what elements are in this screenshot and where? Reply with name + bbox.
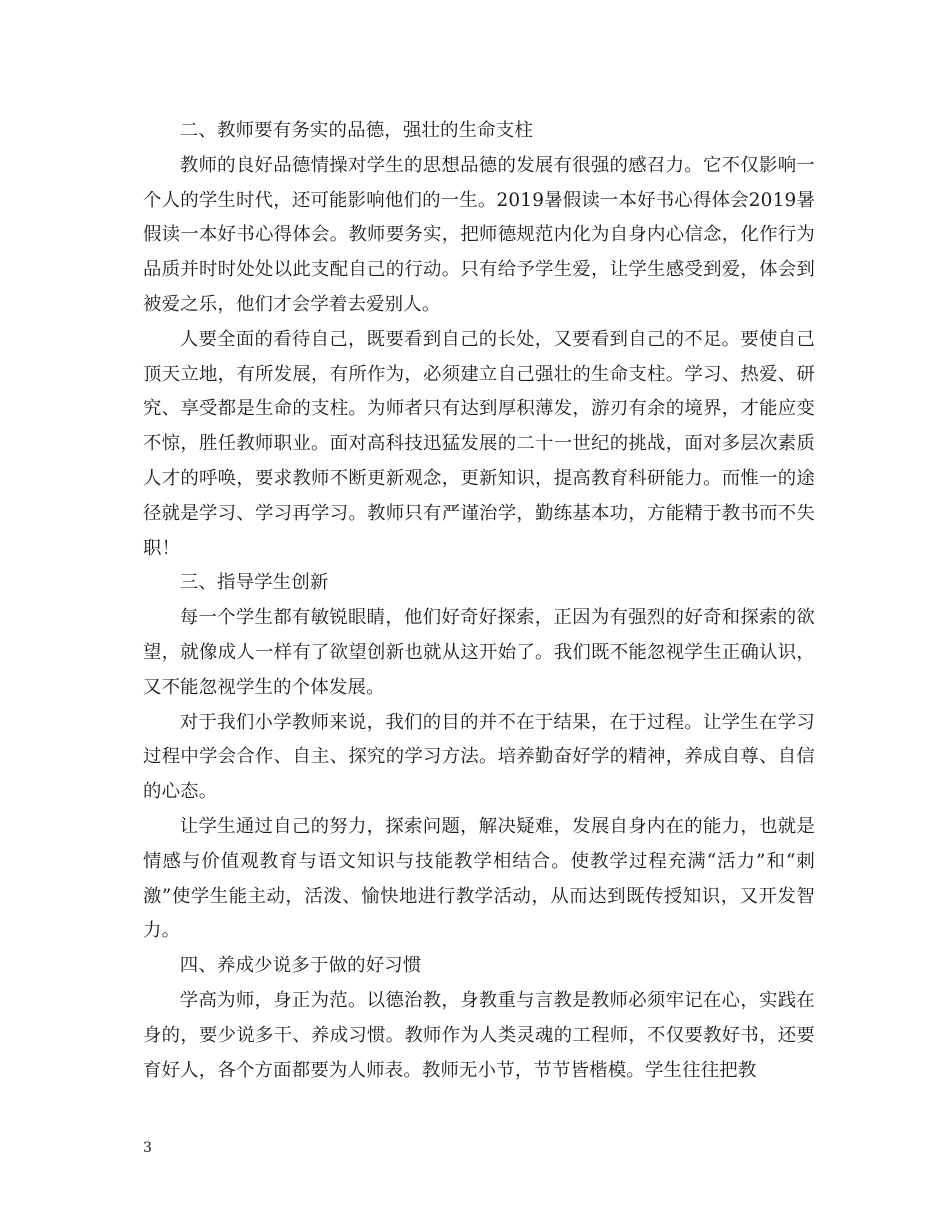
section-heading-3: 三、指导学生创新 [179, 572, 329, 594]
paragraph: 教师的良好品德情操对学生的思想品德的发展有很强的感召力。它不仅影响一个人的学生时代，还可能影响他们的一生。2019暑假读一本好书心得体会2019暑假读一本好书心得体会。教师要务实，把师德规范内化为自身内心信念，化作行为品质并时时处处以此支配自己的行动。只有给予学生爱，让学生感受到爱，体会到被爱之乐，他们才会学着去爱别人。 [143, 154, 815, 315]
paragraph: 让学生通过自己的努力，探索问题，解决疑难，发展自身内在的能力，也就是情感与价值观教育与语文知识与技能教学相结合。使教学过程充满“活力”和“刺激”使学生能主动，活泼、愉快地进行教学活动，从而达到既传授知识，又开发智力。 [143, 815, 815, 942]
paragraph: 学高为师，身正为范。以德治教，身教重与言教是教师必须牢记在心，实践在身的，要少说多干、养成习惯。教师作为人类灵魂的工程师，不仅要教好书，还要育好人，各个方面都要为人师表。教师无小节，节节皆楷模。学生往往把教 [143, 989, 815, 1081]
section-heading-4: 四、养成少说多于做的好习惯 [179, 955, 422, 977]
paragraph: 每一个学生都有敏锐眼睛，他们好奇好探索，正因为有强烈的好奇和探索的欲望，就像成人一样有了欲望创新也就从这开始了。我们既不能忽视学生正确认识，又不能忽视学生的个体发展。 [143, 607, 815, 698]
section-heading-2: 二、教师要有务实的品德，强壮的生命支柱 [179, 120, 534, 141]
paragraph: 人要全面的看待自己，既要看到自己的长处，又要看到自己的不足。要使自己顶天立地，有所发展，有所作为，必须建立自己强壮的生命支柱。学习、热爱、研究、享受都是生命的支柱。为师者只有达到厚积薄发，游刃有余的境界，才能应变不惊，胜任教师职业。面对高科技迅猛发展的二十一世纪的挑战，面对多层次素质人才的呼唤，要求教师不断更新观念，更新知识，提高教育科研能力。而惟一的途径就是学习、学习再学习。教师只有严谨治学，勤练基本功，方能精于教书而不失职！ [143, 328, 815, 559]
paragraph: 对于我们小学教师来说，我们的目的并不在于结果，在于过程。让学生在学习过程中学会合作、自主、探究的学习方法。培养勤奋好学的精神，养成自尊、自信的心态。 [143, 711, 815, 803]
page-number: 3 [143, 1140, 152, 1156]
document-body [143, 114, 815, 1088]
